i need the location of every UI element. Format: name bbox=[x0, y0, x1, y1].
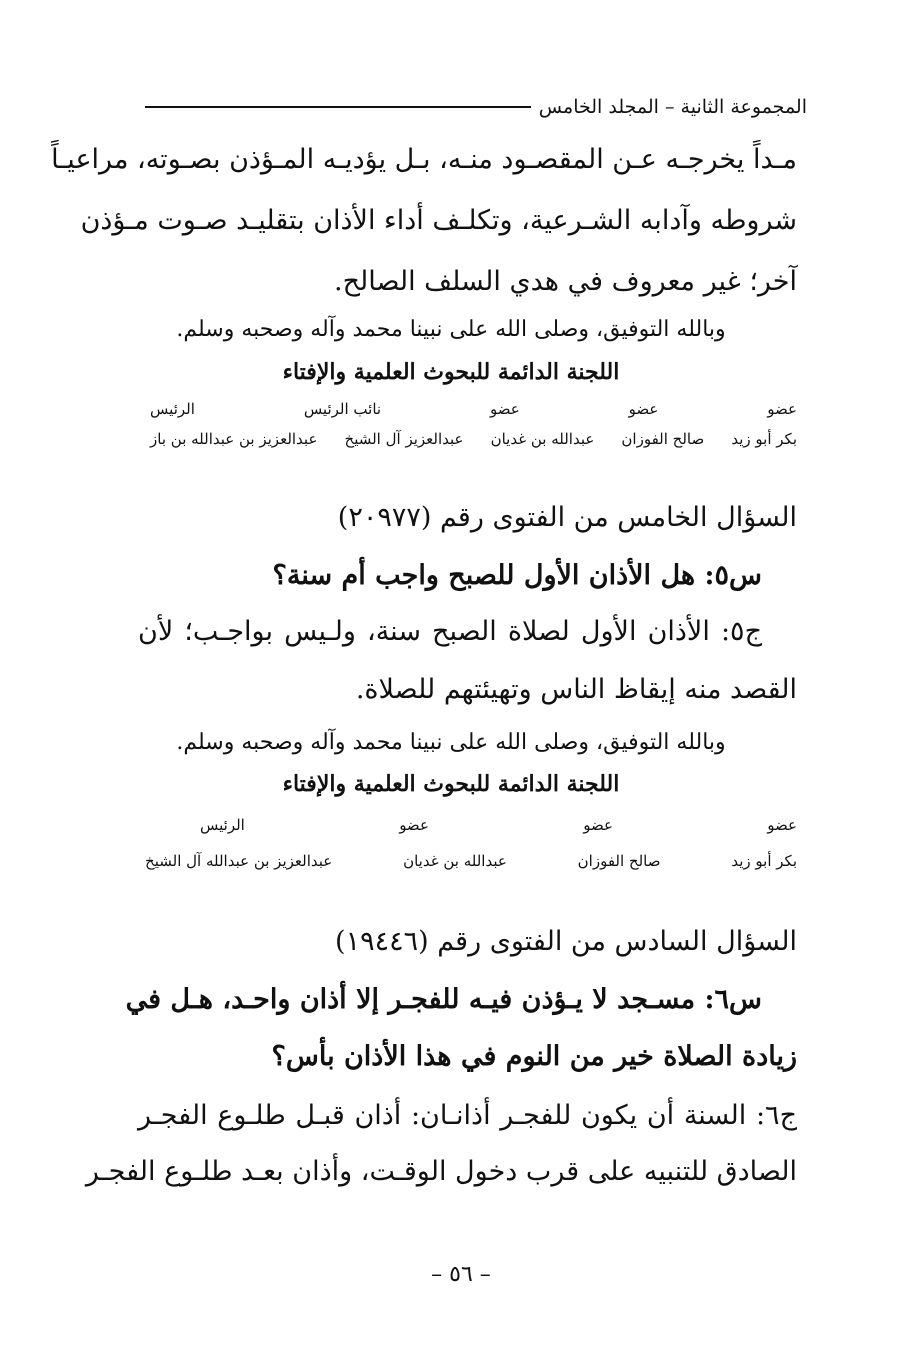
closing-formula: وبالله التوفيق، وصلى الله على نبينا محمد وآله وصحبه وسلم. bbox=[176, 730, 726, 755]
question-text: س٦: مسـجد لا يـؤذن فيـه للفجـر إلا أذان واحـد، هـل في bbox=[125, 984, 762, 1015]
signatory-names bbox=[150, 430, 797, 448]
committee-name: اللجنة الدائمة للبحوث العلمية والإفتاء bbox=[282, 359, 620, 385]
question-heading: السؤال السادس من الفتوى رقم (١٩٤٤٦) bbox=[335, 926, 797, 957]
answer-line: الصادق للتنبيه على قرب دخول الوقـت، وأذان بعـد طلـوع الفجـر bbox=[85, 1156, 797, 1187]
closing-formula: وبالله التوفيق، وصلى الله على نبينا محمد وآله وصحبه وسلم. bbox=[176, 317, 726, 342]
signatory-role: عضو bbox=[490, 400, 520, 418]
signatory-name: عبدالعزيز آل الشيخ bbox=[344, 430, 464, 448]
body-line: آخر؛ غير معروف في هدي السلف الصالح. bbox=[333, 266, 797, 297]
signatory-name: عبدالعزيز بن عبدالله آل الشيخ bbox=[145, 852, 333, 870]
signatory-name: صالح الفوزان bbox=[577, 852, 661, 870]
answer-line: ج٦: السنة أن يكون للفجـر أذانـان: أذان قبـل طلـوع الفجـر bbox=[138, 1100, 797, 1131]
question-heading: السؤال الخامس من الفتوى رقم (٢٠٩٧٧) bbox=[337, 502, 797, 533]
signatory-roles bbox=[150, 400, 797, 418]
running-header bbox=[145, 92, 807, 122]
signatory-names bbox=[145, 852, 797, 870]
running-title: المجموعة الثانية – المجلد الخامس bbox=[538, 96, 807, 118]
question-text: زيادة الصلاة خير من النوم في هذا الأذان بأس؟ bbox=[271, 1041, 797, 1072]
signatory-name: بكر أبو زيد bbox=[731, 430, 797, 448]
signatory-name: صالح الفوزان bbox=[621, 430, 705, 448]
signatory-role: عضو bbox=[767, 816, 797, 834]
signatory-role: الرئيس bbox=[200, 816, 245, 834]
committee-name: اللجنة الدائمة للبحوث العلمية والإفتاء bbox=[282, 771, 620, 797]
signatory-role: الرئيس bbox=[150, 400, 195, 418]
signatory-role: عضو bbox=[628, 400, 659, 418]
signatory-name: عبدالله بن غديان bbox=[403, 852, 507, 870]
signatory-role: عضو bbox=[583, 816, 613, 834]
signatory-name: عبدالله بن غديان bbox=[490, 430, 595, 448]
signatory-name: عبدالعزيز بن عبدالله بن باز bbox=[150, 430, 318, 448]
signatory-name: بكر أبو زيد bbox=[731, 852, 797, 870]
page-number: – ٥٦ – bbox=[431, 1262, 491, 1287]
answer-line: ج٥: الأذان الأول لصلاة الصبح سنة، ولـيس بواجـب؛ لأن bbox=[138, 616, 762, 647]
answer-line: القصد منه إيقاظ الناس وتهيئتهم للصلاة. bbox=[355, 674, 797, 705]
body-line: مـداً يخرجـه عـن المقصـود منـه، بـل يؤديـه المـؤذن بصـوته، مراعيـاً bbox=[51, 144, 797, 175]
signatory-role: عضو bbox=[767, 400, 797, 418]
signatory-role: نائب الرئيس bbox=[303, 400, 382, 418]
signatory-role: عضو bbox=[399, 816, 429, 834]
question-text: س٥: هل الأذان الأول للصبح واجب أم سنة؟ bbox=[272, 560, 762, 591]
signatory-roles bbox=[200, 816, 797, 834]
body-line: شروطه وآدابه الشـرعية، وتكلـف أداء الأذان بتقليـد صـوت مـؤذن bbox=[80, 205, 797, 236]
header-rule bbox=[145, 106, 531, 108]
